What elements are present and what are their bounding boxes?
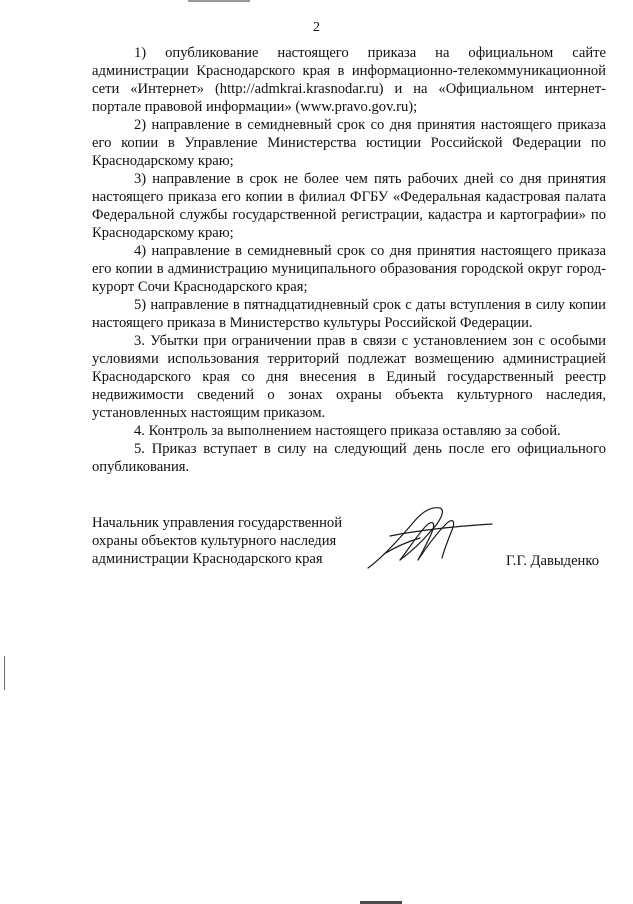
paragraph-publication: 1) опубликование настоящего приказа на официальном сайте администрации Краснодарского края в информационно-телекоммуникационной сети «Интернет» (http://admkrai.krasnodar.ru) и на «Официальном интернет-портале правовой информации» (www.pravo.gov.ru); [92,45,606,115]
paragraph-losses-compensation: 3. Убытки при ограничении прав в связи с установлением зон с особыми условиями использования территорий подлежат возмещению администрацией Краснодарского края со дня внесения в Единый государственный реестр недвижимости сведений о зонах охраны объекта культурного наследия, установленных настоящим приказом. [92,333,606,421]
paragraph-sochi-administration: 4) направление в семидневный срок со дня принятия настоящего приказа его копии в администрацию муниципального образования городской округ город-курорт Сочи Краснодарского края; [92,243,606,295]
page-number: 2 [313,20,320,35]
signatory-title-line: Начальник управления государственной [92,515,343,531]
signatory-title [92,514,342,568]
signatory-title-line: охраны объектов культурного наследия [92,533,337,549]
signatory-name: Г.Г. Давыденко [506,553,600,569]
scan-edge-mark [4,656,5,690]
paragraph-entry-into-force: 5. Приказ вступает в силу на следующий день после его официального опубликования. [92,441,606,475]
signatory-title-line: администрации Краснодарского края [92,551,323,567]
scan-edge-mark [188,0,250,2]
paragraph-control: 4. Контроль за выполнением настоящего приказа оставляю за собой. [134,423,561,439]
paragraph-ministry-of-culture: 5) направление в пятнадцатидневный срок с даты вступления в силу копии настоящего приказа в Министерство культуры Российской Федерации. [92,297,606,331]
paragraph-justice-ministry: 2) направление в семидневный срок со дня принятия настоящего приказа его копии в Управление Министерства юстиции Российской Федерации по Краснодарскому краю; [92,117,606,169]
document-body [92,44,606,476]
paragraph-cadastral-chamber: 3) направление в срок не более чем пять рабочих дней со дня принятия настоящего приказа его копии в филиал ФГБУ «Федеральная кадастровая палата Федеральной службы государственной регистрации, кадастра и картографии» по Краснодарскому краю; [92,171,606,241]
handwritten-signature [360,498,500,580]
